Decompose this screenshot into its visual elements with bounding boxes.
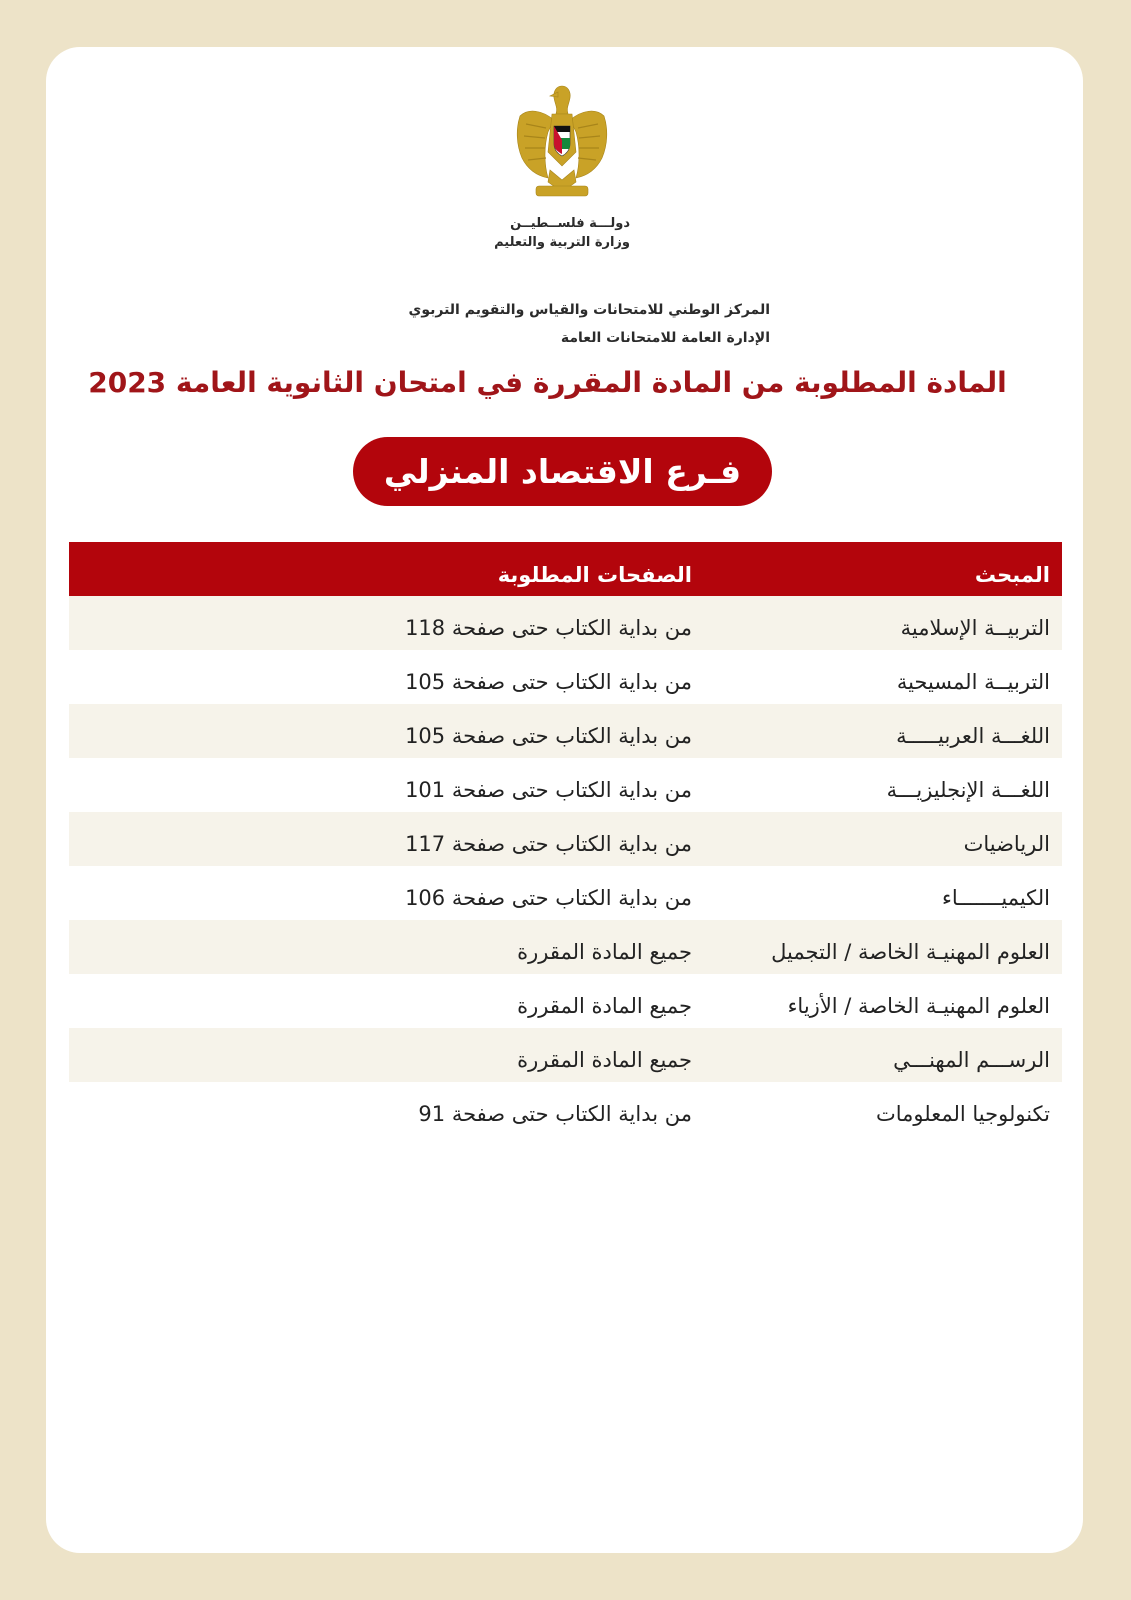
column-header-pages: الصفحات المطلوبة bbox=[497, 563, 692, 587]
pages-cell: من بداية الكتاب حتى صفحة 106 bbox=[405, 886, 692, 910]
branch-badge: فـرع الاقتصاد المنزلي bbox=[353, 437, 772, 506]
table-row bbox=[69, 596, 1062, 650]
pages-cell: من بداية الكتاب حتى صفحة 101 bbox=[405, 778, 692, 802]
subject-cell: اللغـــة الإنجليزيـــة bbox=[886, 778, 1050, 802]
state-name: دولـــة فلســطيــن bbox=[510, 216, 630, 231]
table-row bbox=[69, 974, 1062, 1028]
table-row bbox=[69, 758, 1062, 812]
pages-cell: من بداية الكتاب حتى صفحة 105 bbox=[405, 670, 692, 694]
palestine-eagle-emblem-icon bbox=[514, 80, 610, 204]
subject-cell: الرســـم المهنـــي bbox=[893, 1048, 1050, 1072]
table-row bbox=[69, 920, 1062, 974]
subject-cell: تكنولوجيا المعلومات bbox=[876, 1102, 1050, 1126]
pages-cell: من بداية الكتاب حتى صفحة 118 bbox=[405, 616, 692, 640]
pages-cell: جميع المادة المقررة bbox=[517, 940, 692, 964]
page-title: المادة المطلوبة من المادة المقررة في امتحان الثانوية العامة 2023 bbox=[88, 366, 1007, 399]
pages-cell: من بداية الكتاب حتى صفحة 117 bbox=[405, 832, 692, 856]
table-header-row bbox=[69, 542, 1062, 596]
subject-cell: العلوم المهنيـة الخاصة / التجميل bbox=[771, 940, 1050, 964]
subject-cell: التربيــة المسيحية bbox=[896, 670, 1050, 694]
table-row bbox=[69, 650, 1062, 704]
table-row bbox=[69, 1082, 1062, 1136]
department-name: الإدارة العامة للامتحانات العامة bbox=[560, 330, 770, 346]
center-heading bbox=[300, 296, 770, 352]
center-name: المركز الوطني للامتحانات والقياس والتقويم التربوي bbox=[408, 302, 770, 318]
pages-cell: من بداية الكتاب حتى صفحة 105 bbox=[405, 724, 692, 748]
subjects-table bbox=[69, 542, 1062, 1136]
subject-cell: التربيــة الإسلامية bbox=[900, 616, 1050, 640]
column-header-subject: المبحث bbox=[974, 563, 1050, 587]
table-row bbox=[69, 866, 1062, 920]
table-row bbox=[69, 1028, 1062, 1082]
pages-cell: جميع المادة المقررة bbox=[517, 1048, 692, 1072]
pages-cell: جميع المادة المقررة bbox=[517, 994, 692, 1018]
subject-cell: الكيميـــــــاء bbox=[942, 886, 1050, 910]
pages-cell: من بداية الكتاب حتى صفحة 91 bbox=[418, 1102, 692, 1126]
subject-cell: الرياضيات bbox=[963, 832, 1050, 856]
subject-cell: العلوم المهنيـة الخاصة / الأزياء bbox=[787, 994, 1050, 1018]
ministry-heading bbox=[430, 214, 630, 252]
subject-cell: اللغـــة العربيـــــة bbox=[896, 724, 1050, 748]
table-row bbox=[69, 812, 1062, 866]
ministry-name: وزارة التربية والتعليم bbox=[494, 235, 630, 250]
table-row bbox=[69, 704, 1062, 758]
